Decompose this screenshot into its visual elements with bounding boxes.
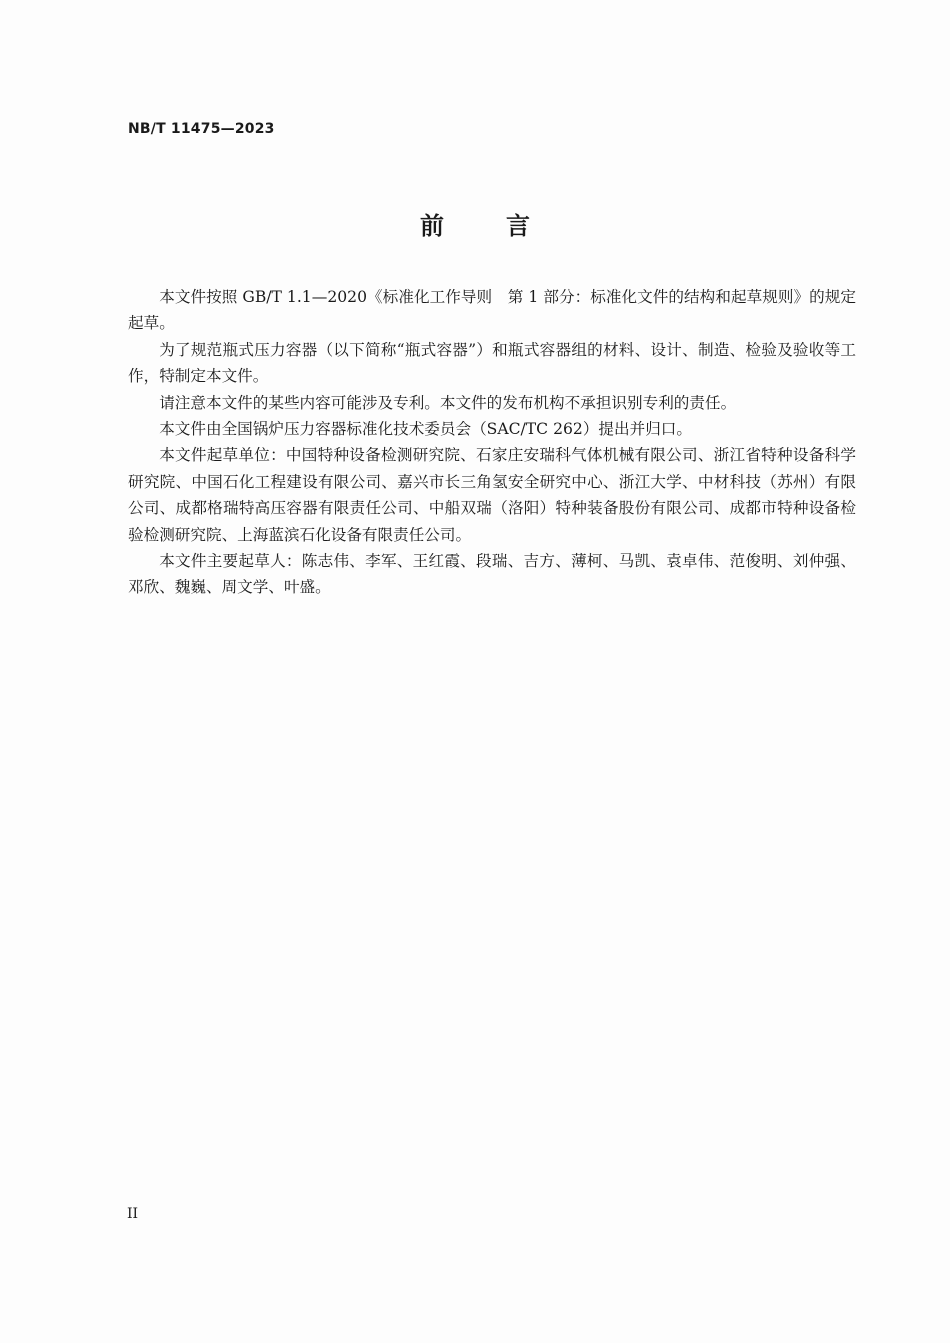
foreword-body: [128, 284, 856, 601]
title-char-2: 言: [506, 212, 530, 240]
page-number: II: [127, 1206, 139, 1222]
paragraph-drafting-rules: 本文件按照 GB/T 1.1—2020《标准化工作导则 第 1 部分：标准化文件的结构和起草规则》的规定起草。: [128, 288, 856, 333]
paragraph-purpose: 为了规范瓶式压力容器（以下简称“瓶式容器”）和瓶式容器组的材料、设计、制造、检验及验收等工作，特制定本文件。: [128, 340, 856, 386]
paragraph-drafters: 本文件主要起草人：陈志伟、李军、王红霞、段瑞、吉方、薄柯、马凯、袁卓伟、范俊明、刘仲强、邓欣、魏巍、周文学、叶盛。: [128, 552, 856, 597]
paragraph-proposer: 本文件由全国锅炉压力容器标准化技术委员会（SAC/TC 262）提出并归口。: [159, 420, 692, 439]
standard-code: NB/T 11475—2023: [128, 121, 275, 137]
page-title: [0, 206, 950, 241]
paragraph-drafting-units: 本文件起草单位：中国特种设备检测研究院、石家庄安瑞科气体机械有限公司、浙江省特种设备科学研究院、中国石化工程建设有限公司、嘉兴市长三角氢安全研究中心、浙江大学、中材科技（苏州）有限公司、成都格瑞特高压容器有限责任公司、中船双瑞（洛阳）特种装备股份有限公司、成都市特种设备检验检测研究院、上海蓝滨石化设备有限责任公司。: [128, 446, 856, 544]
title-char-1: 前: [420, 212, 444, 240]
paragraph-patent-notice: 请注意本文件的某些内容可能涉及专利。本文件的发布机构不承担识别专利的责任。: [159, 393, 737, 412]
